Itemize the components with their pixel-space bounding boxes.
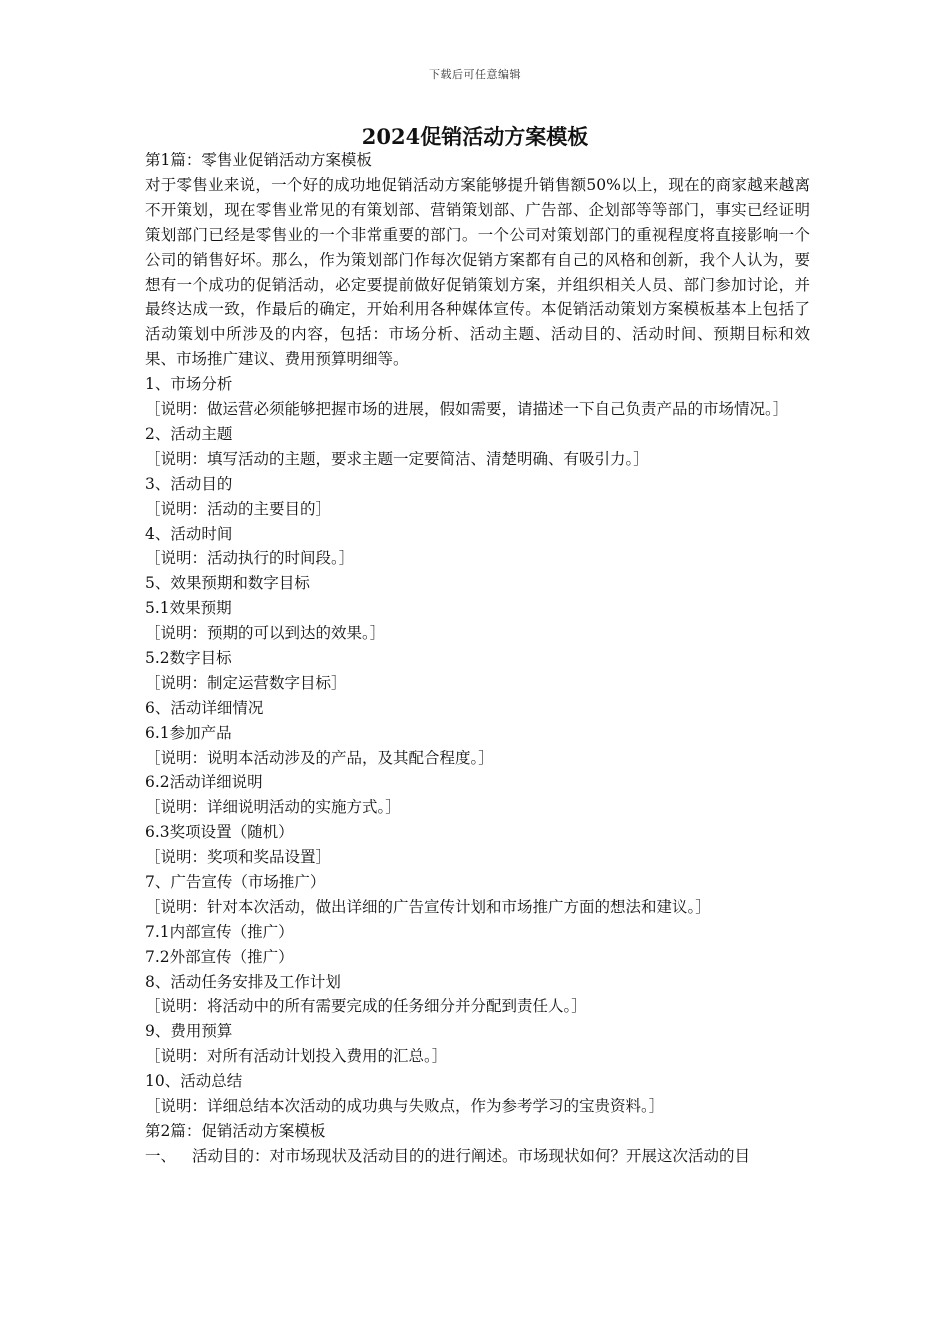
subitem-heading: 6.1参加产品 [145, 723, 232, 742]
subitem-heading: 6.3奖项设置（随机） [145, 823, 294, 842]
item-heading: 3、活动目的 [145, 474, 233, 493]
page-header-note: 下载后可任意编辑 [429, 68, 521, 81]
item-note: ［说明：对所有活动计划投入费用的汇总。］ [145, 1047, 448, 1066]
item-heading: 2、活动主题 [145, 424, 233, 443]
item-heading: 9、费用预算 [145, 1022, 233, 1041]
item-heading: 1、市场分析 [145, 375, 233, 394]
item-note: ［说明：详细说明活动的实施方式。］ [145, 798, 401, 817]
item-note: ［说明：填写活动的主题，要求主题一定要简洁、清楚明确、有吸引力。］ [145, 449, 649, 468]
item-heading: 10、活动总结 [145, 1072, 243, 1091]
subitem-heading: 7.2外部宣传（推广） [145, 947, 294, 966]
document-title: 2024促销活动方案模板 [361, 124, 589, 149]
item-note: ［说明：活动的主要目的］ [145, 499, 332, 518]
item-note: ［说明：制定运营数字目标］ [145, 673, 347, 692]
item-note: ［说明：将活动中的所有需要完成的任务细分并分配到责任人。］ [145, 997, 587, 1016]
section-heading-1: 第1篇：零售业促销活动方案模板 [145, 151, 372, 169]
item-note: ［说明：预期的可以到达的效果。］ [145, 624, 386, 643]
document-body [145, 148, 810, 1169]
section-heading-2: 第2篇：促销活动方案模板 [145, 1121, 326, 1140]
list-text: 活动目的：对市场现状及活动目的的进行阐述。市场现状如何？开展这次活动的目 [192, 1146, 751, 1165]
item-heading: 6、活动详细情况 [145, 698, 264, 717]
item-heading: 8、活动任务安排及工作计划 [145, 972, 341, 991]
item-heading: 5、效果预期和数字目标 [145, 574, 310, 593]
item-note: ［说明：针对本次活动，做出详细的广告宣传计划和市场推广方面的想法和建议。］ [145, 897, 711, 916]
subitem-heading: 6.2活动详细说明 [145, 773, 263, 792]
subitem-heading: 5.2数字目标 [145, 648, 232, 667]
item-note: ［说明：详细总结本次活动的成功典与失败点，作为参考学习的宝贵资料。］ [145, 1096, 665, 1115]
subitem-heading: 5.1效果预期 [145, 599, 232, 618]
item-note: ［说明：奖项和奖品设置］ [145, 848, 332, 867]
item-note: ［说明：说明本活动涉及的产品，及其配合程度。］ [145, 748, 494, 767]
item-heading: 7、广告宣传（市场推广） [145, 872, 326, 891]
numbered-paragraph-start [145, 1144, 810, 1169]
subitem-heading: 7.1内部宣传（推广） [145, 922, 294, 941]
item-heading: 4、活动时间 [145, 524, 233, 543]
item-note: ［说明：活动执行的时间段。］ [145, 549, 355, 568]
intro-paragraph: 对于零售业来说，一个好的成功地促销活动方案能够提升销售额50%以上，现在的商家越来越离不开策划，现在零售业常见的有策划部、营销策划部、广告部、企划部等等部门，事实已经证明策划部门已经是零售业的一个非常重要的部门。一个公司对策划部门的重视程度将直接影响一个公司的销售好坏。那么，作为策划部门作每次促销方案都有自己的风格和创新，我个人认为，要想有一个成功的促销活动，必定要提前做好促销策划方案，并组织相关人员、部门参加讨论，并最终达成一致，作最后的确定，开始利用各种媒体宣传。本促销活动策划方案模板基本上包括了活动策划中所涉及的内容，包括：市场分析、活动主题、活动目的、活动时间、预期目标和效果、市场推广建议、费用预算明细等。 [145, 175, 810, 369]
list-marker: 一、 [145, 1146, 177, 1165]
item-note: ［说明：做运营必须能够把握市场的进展，假如需要，请描述一下自己负责产品的市场情况。］ [145, 400, 789, 419]
